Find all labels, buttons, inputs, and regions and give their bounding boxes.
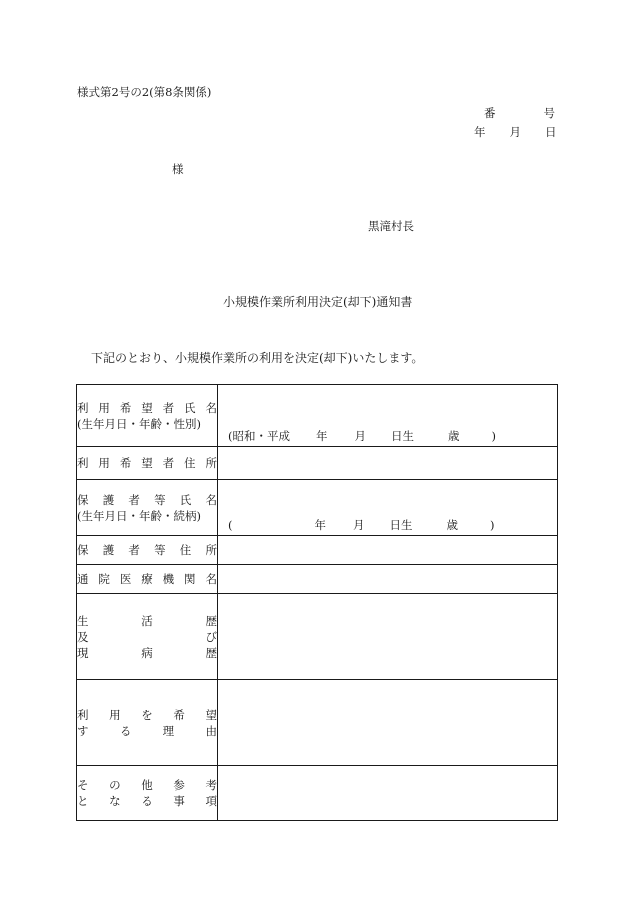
label-line: 現 病 歴 xyxy=(77,645,217,660)
table-row xyxy=(77,594,558,680)
label-text: 利 用 希 望 者 氏 名 xyxy=(77,400,217,415)
label-applicant-name xyxy=(77,385,218,447)
field-other-notes[interactable] xyxy=(218,766,558,821)
table-row xyxy=(77,385,558,447)
label-life-history xyxy=(77,594,218,680)
label-line: 及 び xyxy=(77,629,217,644)
label-applicant-address xyxy=(77,447,218,480)
label-medical-institution xyxy=(77,565,218,594)
table-row xyxy=(77,766,558,821)
label-subtext: (生年月日・年齢・続柄) xyxy=(77,508,201,523)
issue-date-line xyxy=(474,124,557,140)
label-line: 利 用 を 希 望 xyxy=(77,707,217,722)
table-row xyxy=(77,680,558,766)
intro-text: 下記のとおり、小規模作業所の利用を決定(却下)いたします。 xyxy=(91,351,424,365)
label-line: 生 活 歴 xyxy=(77,613,217,628)
field-guardian-name[interactable] xyxy=(218,480,558,536)
birth-hint: (昭和・平成 年 月 日生 歳 ) xyxy=(228,429,496,443)
table-row xyxy=(77,536,558,565)
form-number: 様式第2号の2(第8条関係) xyxy=(77,85,212,99)
label-text: 通 院 医 療 機 関 名 xyxy=(77,572,217,586)
table-row xyxy=(77,447,558,480)
form-table xyxy=(76,384,558,821)
table-row xyxy=(77,565,558,594)
label-subtext: (生年月日・年齢・性別) xyxy=(77,416,201,431)
label-other-notes xyxy=(77,766,218,821)
field-guardian-address[interactable] xyxy=(218,536,558,565)
addressee: 様 xyxy=(172,162,184,176)
field-life-history[interactable] xyxy=(218,594,558,680)
label-line: と な る 事 項 xyxy=(77,794,217,808)
label-line: す る 理 由 xyxy=(77,723,217,738)
label-line: そ の 他 参 考 xyxy=(77,778,217,792)
label-guardian-name xyxy=(77,480,218,536)
field-applicant-name[interactable] xyxy=(218,385,558,447)
birth-hint: ( 年 月 日生 歳 ) xyxy=(228,518,495,532)
number-label: 番 xyxy=(484,106,496,120)
field-applicant-address[interactable] xyxy=(218,447,558,480)
date-day: 日 xyxy=(545,125,557,139)
label-guardian-address xyxy=(77,536,218,565)
label-text: 利 用 希 望 者 住 所 xyxy=(77,456,217,470)
date-year: 年 xyxy=(474,125,486,139)
date-month: 月 xyxy=(509,125,521,139)
label-text: 保 護 者 等 住 所 xyxy=(77,543,217,557)
table-row xyxy=(77,480,558,536)
document-title: 小規模作業所利用決定(却下)通知書 xyxy=(223,295,413,309)
label-text: 保 護 者 等 氏 名 xyxy=(77,492,217,507)
issuer: 黒滝村長 xyxy=(368,219,414,233)
number-suffix: 号 xyxy=(543,106,555,120)
field-reason[interactable] xyxy=(218,680,558,766)
label-reason xyxy=(77,680,218,766)
field-medical-institution[interactable] xyxy=(218,565,558,594)
document-number-line xyxy=(484,105,555,121)
